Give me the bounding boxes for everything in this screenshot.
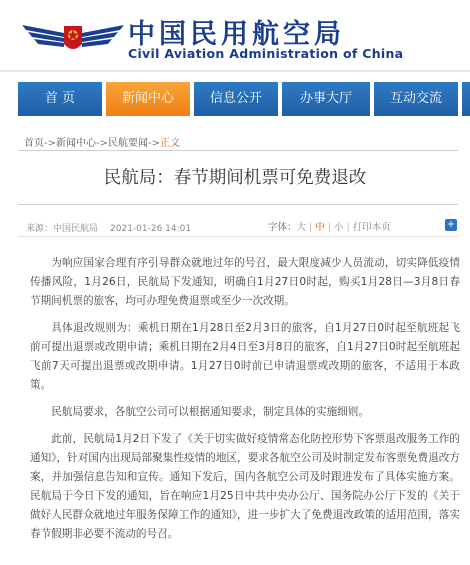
title-divider — [18, 204, 458, 205]
breadcrumb-separator: -> — [96, 138, 108, 149]
breadcrumb-separator: -> — [148, 138, 160, 149]
nav-edge — [462, 82, 470, 116]
meta-divider — [18, 236, 458, 237]
breadcrumb — [24, 134, 180, 149]
nav-item-news[interactable]: 新闻中心 — [106, 82, 190, 116]
article-paragraph: 此前，民航局1月2日下发了《关于切实做好疫情常态化防控形势下客票退改服务工作的通知》，针对国内出现局部聚集性疫情的地区，要求各航空公司及时制定发布客票免费退改方案，并加强信息告知和宣传。通知下发后，国内各航空公司及时跟进发布了具体实施方案。民航局于今日下发的通知，旨在响应1月25日中共中央办公厅、国务院办公厅下发的《关于做好人民群众就地过年服务保障工作的通知》，进一步扩大了免费退改政策的适用范围，落实春节假期非必要不流动的号召。 — [30, 433, 460, 540]
font-small-button[interactable]: 小 — [333, 222, 344, 233]
article-date: 2021-01-26 14:01 — [110, 224, 192, 234]
main-nav — [0, 82, 470, 116]
article-paragraph: 为响应国家合理有序引导群众就地过年的号召，最大限度减少人员流动，切实降低疫情传播风险，1月26日，民航局下发通知，明确自1月27日0时起，购买1月28日—3月8日春节期间机票的旅客，均可办理免费退票或至少一次改期。 — [30, 257, 460, 307]
font-size-label: 字体： — [268, 222, 297, 233]
breadcrumb-aviation-news[interactable]: 民航要闻 — [108, 138, 148, 149]
site-title-cn[interactable]: 中国民用航空局 — [128, 19, 345, 50]
nav-item-interaction[interactable]: 互动交流 — [374, 82, 458, 116]
article-paragraph: 民航局要求，各航空公司可以根据通知要求，制定具体的实施细则。 — [51, 406, 369, 418]
breadcrumb-divider — [18, 150, 458, 151]
breadcrumb-news[interactable]: 新闻中心 — [56, 138, 96, 149]
print-button[interactable]: 打印本页 — [352, 222, 391, 233]
font-large-button[interactable]: 大 — [296, 222, 307, 233]
header-divider — [0, 70, 470, 72]
nav-item-info[interactable]: 信息公开 — [194, 82, 278, 116]
font-medium-button[interactable]: 中 — [315, 222, 325, 233]
nav-item-services[interactable]: 办事大厅 — [282, 82, 370, 116]
article-source: 来源：中国民航局 — [26, 224, 99, 234]
site-header — [0, 0, 470, 78]
article-tools: 字体：大 | 中 | 小 | 打印本页 — [268, 222, 391, 233]
nav-item-home[interactable]: 首 页 — [18, 82, 102, 116]
site-title-en[interactable]: Civil Aviation Administration of China — [128, 46, 404, 61]
breadcrumb-current: 正文 — [160, 138, 180, 149]
breadcrumb-home[interactable]: 首页 — [24, 138, 44, 149]
article-meta — [26, 221, 203, 234]
plus-share-icon[interactable]: + — [446, 219, 456, 230]
article-body — [30, 254, 460, 552]
article-paragraph: 具体退改规则为：乘机日期在1月28日至2月3日的旅客，自1月27日0时起至航班起飞前可提出退票或改期申请；乘机日期在2月4日至3月8日的旅客，自1月27日0时起至航班起飞前7天可提出退票或改期申请。1月27日0时前已申请退票或改期的旅客，不适用于本政策。 — [30, 322, 460, 391]
caac-wing-emblem-icon[interactable] — [20, 16, 126, 58]
article-title: 民航局：春节期间机票可免费退改 — [103, 168, 367, 188]
breadcrumb-separator: -> — [44, 138, 56, 149]
